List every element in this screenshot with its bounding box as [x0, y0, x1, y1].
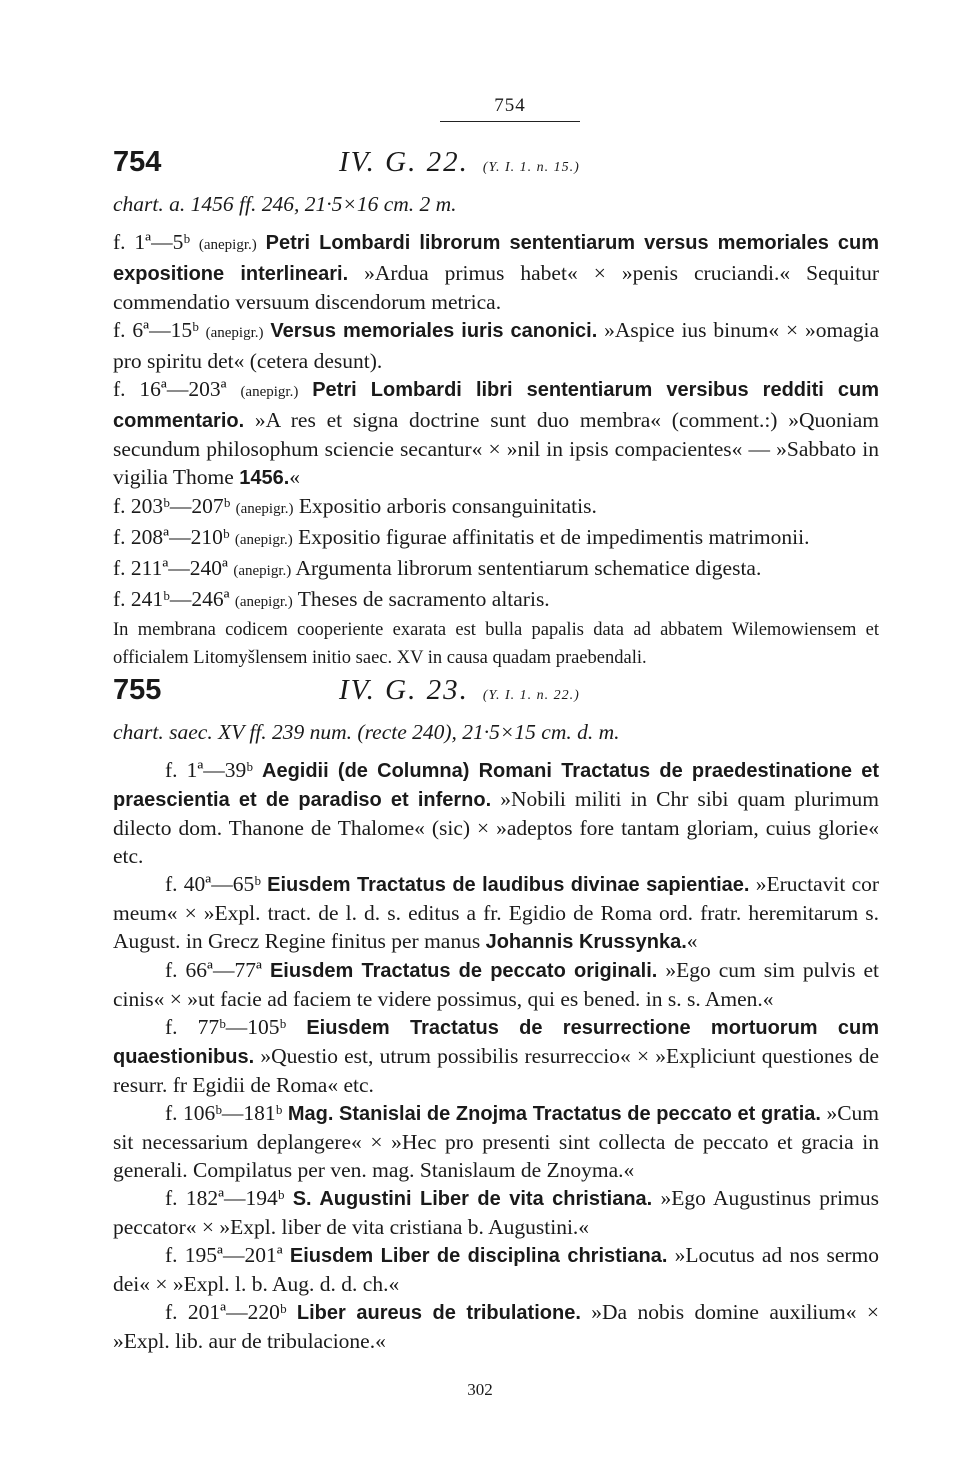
- content-item: f. 182ª—194ᵇ S. Augustini Liber de vita christiana. »Ego Augustinus primus peccator« × »Expl. liber de vita cristiana b. Augustini.«: [113, 1186, 879, 1239]
- content-item: f. 211ª—240ª (anepigr.) Argumenta librorum sententiarum schematice digesta.: [113, 556, 762, 580]
- content-item: f. 106ᵇ—181ᵇ Mag. Stanislai de Znojma Tractatus de peccato et gratia. »Cum sit necessarium deplangere« × »Hec pro presenti sint collecta de peccato et gracia in generali. Compilatus per ven. mag. Stanislaum de Znoyma.«: [113, 1101, 880, 1182]
- content-item: f. 203ᵇ—207ᵇ (anepigr.) Expositio arboris consanguinitatis.: [113, 494, 597, 518]
- content-item: f. 16ª—203ª (anepigr.) Petri Lombardi libri sententiarum versibus redditi cum commentario. »A res et signa doctrine sunt duo membra« (comment.:) »Quoniam secundum philosophum sciencie secantur« × »nil in ipsis compacientes« — »Sabbato in vigilia Thome 1456.«: [113, 377, 879, 489]
- codex-description: chart. a. 1456 ff. 246, 21·5×16 cm. 2 m.: [113, 192, 457, 216]
- running-head: 754: [440, 95, 580, 122]
- entry-755: [113, 676, 879, 1355]
- content-item: f. 241ᵇ—246ª (anepigr.) Theses de sacramento altaris.: [113, 587, 550, 611]
- content-item: f. 208ª—210ᵇ (anepigr.) Expositio figurae affinitatis et de impedimentis matrimonii.: [113, 525, 810, 549]
- content-item: f. 66ª—77ª Eiusdem Tractatus de peccato originali. »Ego cum sim pulvis et cinis« × »ut facie ad faciem te videre possimus, qui es bened. in s. s. Amen.«: [113, 958, 879, 1011]
- old-shelfmark: (Y. I. 1. n. 15.): [482, 160, 580, 175]
- content-item: f. 1ª—5ᵇ (anepigr.) Petri Lombardi librorum sententiarum versus memoriales cum expositione interlineari. »Ardua primus habet« × »penis cruciandi.« Sequitur commendatio versuum discendorum metrica.: [113, 230, 880, 314]
- content-item: f. 201ª—220ᵇ Liber aureus de tribulatione. »Da nobis domine auxilium« × »Expl. lib. aur de tribulacione.«: [113, 1300, 880, 1353]
- entry-754: [113, 148, 879, 672]
- binding-note: In membrana codicem cooperiente exarata est bulla papalis data ad abbatem Wilemowiensem et officialem Litomyšlensem initio saec. XV in causa quadam praebendali.: [113, 620, 879, 668]
- entry-header: [113, 148, 879, 182]
- old-shelfmark: (Y. I. 1. n. 22.): [482, 688, 580, 703]
- entry-header: [113, 676, 879, 710]
- codex-description: chart. saec. XV ff. 239 num. (recte 240), 21·5×15 cm. d. m.: [113, 720, 620, 744]
- page-number: 302: [467, 1380, 493, 1399]
- content-item: f. 1ª—39ᵇ Aegidii (de Columna) Romani Tractatus de praedestinatione et praescientia et de paradiso et inferno. »Nobili militi in Chr sibi quam plurimum dilecto dom. Thanone de Thalome« (sic) × »adeptos fore tantam gloriam, cuius glorie« etc.: [113, 758, 880, 868]
- shelfmark: IV. G. 23.: [339, 674, 469, 706]
- content-item: f. 40ª—65ᵇ Eiusdem Tractatus de laudibus divinae sapientiae. »Eructavit cor meum« × »Expl. tract. de l. d. s. editus a fr. Egidio de Roma ord. fratr. heremitarum s. August. in Grecz Regine finitus per manus Johannis Krussynka.«: [113, 872, 880, 953]
- shelfmark: IV. G. 22.: [339, 146, 469, 178]
- entry-number: 755: [113, 674, 162, 706]
- content-item: f. 195ª—201ª Eiusdem Liber de disciplina christiana. »Locutus ad nos sermo dei« × »Expl. l. b. Aug. d. d. ch.«: [113, 1243, 880, 1296]
- content-item: f. 6ª—15ᵇ (anepigr.) Versus memoriales iuris canonici. »Aspice ius binum« × »omagia pro spiritu det« (cetera desunt).: [113, 318, 880, 373]
- entry-number: 754: [113, 146, 162, 178]
- content-item: f. 77ᵇ—105ᵇ Eiusdem Tractatus de resurrectione mortuorum cum quaestionibus. »Questio est, utrum possibilis resurreccio« × »Expliciunt questiones de resurr. fr Egidii de Roma« etc.: [113, 1015, 879, 1097]
